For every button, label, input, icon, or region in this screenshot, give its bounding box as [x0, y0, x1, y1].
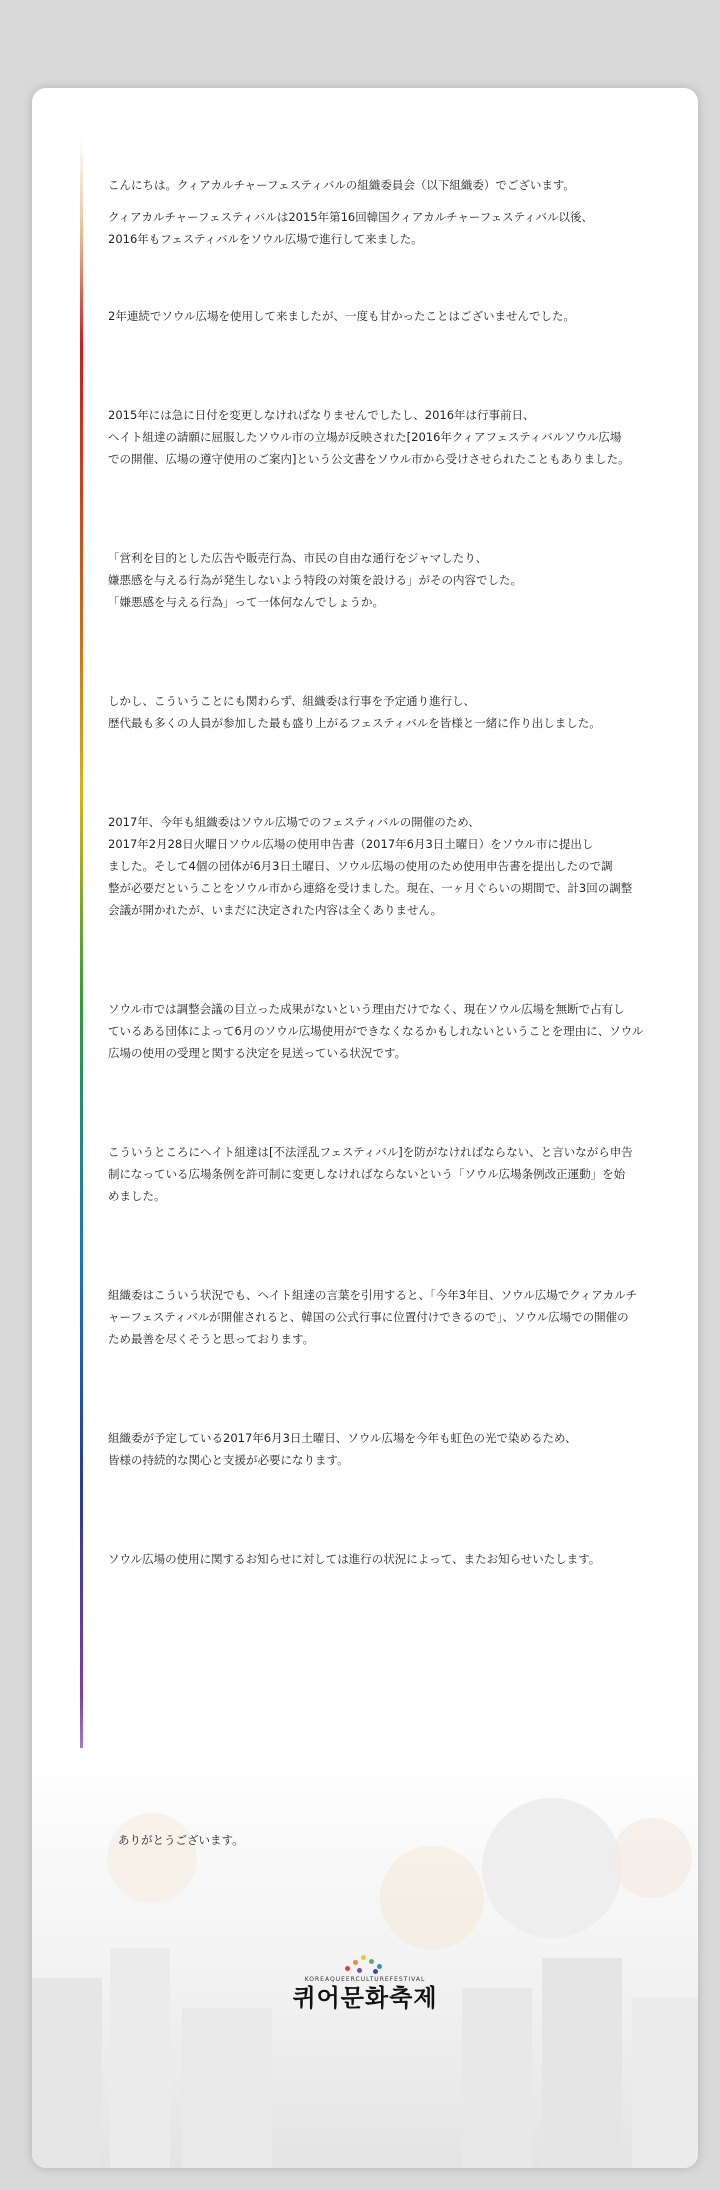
- letter-paragraph: [108, 404, 668, 470]
- paragraph-line: 2017年、今年も組織委はソウル広場でのフェスティバルの開催のため、: [108, 815, 480, 829]
- paragraph-line: 歴代最も多くの人員が参加した最も盛り上がるフェスティバルを皆様と一緒に作り出しました。: [108, 716, 601, 730]
- paragraph-line: 「営利を目的とした広告や販売行為、市民の自由な通行をジャマしたり、: [108, 551, 488, 565]
- paragraph-line: めました。: [108, 1189, 166, 1203]
- paragraph-line: 組織委が予定している2017年6月3日土曜日、ソウル広場を今年も虹色の光で染めるため、: [108, 1431, 577, 1445]
- letter-paragraph: [108, 1141, 668, 1207]
- letter-paragraph: [108, 1548, 668, 1570]
- paragraph-line: ました。そして4個の団体が6月3日土曜日、ソウル広場の使用のため使用申告書を提出したので調: [108, 859, 613, 873]
- paragraph-line: しかし、こういうことにも関わらず、組織委は行事を予定通り進行し、: [108, 694, 476, 708]
- letter-paragraph: [108, 206, 668, 250]
- paragraph-line: ャーフェスティバルが開催されると、韓国の公式行事に位置付けできるので」、ソウル広場での開催の: [108, 1310, 629, 1324]
- paragraph-line: 「嫌悪感を与える行為」って一体何なんでしょうか。: [108, 595, 384, 609]
- paragraph-line: 会議が開かれたが、いまだに決定された内容は全くありません。: [108, 903, 443, 917]
- paragraph-line: 2年連続でソウル広場を使用して来ましたが、一度も甘かったことはございませんでした。: [108, 309, 575, 323]
- logo-subtitle: KOREAQUEERCULTUREFESTIVAL: [304, 1976, 426, 1983]
- paragraph-line: 2016年もフェスティバルをソウル広場で進行して来ました。: [108, 232, 423, 246]
- paragraph-line: 組織委はこういう状況でも、ヘイト組達の言葉を引用すると、「今年3年目、ソウル広場でクィアカルチ: [108, 1288, 638, 1302]
- letter-paragraph: [108, 305, 668, 327]
- letter-paragraph: [108, 1284, 668, 1350]
- paragraph-line: ヘイト組達の請願に屈服したソウル市の立場が反映された[2016年クィアフェスティバルソウル広場: [108, 430, 622, 444]
- paragraph-line: 広場の使用の受理と関する決定を見送っている状況です。: [108, 1046, 407, 1060]
- paragraph-line: 制になっている広場条例を許可制に変更しなければならないという「ソウル広場条例改正運動」を始: [108, 1167, 626, 1181]
- letter-card: [32, 88, 698, 2168]
- paragraph-line: での開催、広場の遵守使用のご案内]という公文書をソウル市から受けさせられたこともありました。: [108, 452, 630, 466]
- paragraph-line: こういうところにヘイト組達は[不法淫乱フェスティバル]を防がなければならない、と言いながら申告: [108, 1145, 633, 1159]
- paragraph-line: こんにちは。クィアカルチャーフェスティバルの組織委員会（以下組織委）でございます。: [108, 178, 575, 192]
- letter-paragraph: [108, 811, 668, 921]
- paragraph-line: クィアカルチャーフェスティバルは2015年第16回韓国クィアカルチャーフェスティバル以後、: [108, 210, 594, 224]
- paragraph-line: 2015年には急に日付を変更しなければなりませんでしたし、2016年は行事前日、: [108, 408, 535, 422]
- paragraph-line: ソウル市では調整会議の目立った成果がないという理由だけでなく、現在ソウル広場を無断で占有し: [108, 1002, 625, 1016]
- logo-dots-icon: [335, 1950, 395, 1974]
- paragraph-line: ているある団体によって6月のソウル広場使用ができなくなるかもしれないということを理由に、ソウル: [108, 1024, 644, 1038]
- rainbow-line: [80, 138, 83, 1868]
- paragraph-line: 2017年2月28日火曜日ソウル広場の使用申告書（2017年6月3日土曜日）をソウル市に提出し: [108, 837, 594, 851]
- paragraph-line: 整が必要だということをソウル市から連絡を受けました。現在、一ヶ月ぐらいの期間で、計3回の調整: [108, 881, 633, 895]
- letter-paragraph: [108, 690, 668, 734]
- logo-title: 퀴어문화축제: [292, 1984, 438, 2012]
- paragraph-line: 皆様の持続的な関心と支援が必要になります。: [108, 1453, 349, 1467]
- letter-paragraph: [108, 1427, 668, 1471]
- letter-paragraph: [108, 174, 668, 196]
- paragraph-line: ソウル広場の使用に関するお知らせに対しては進行の状況によって、またお知らせいたします。: [108, 1552, 601, 1566]
- letter-paragraph: [108, 547, 668, 613]
- closing-text: ありがとうございます。: [118, 1833, 244, 1847]
- paragraph-line: ため最善を尽くそうと思っております。: [108, 1332, 315, 1346]
- paragraph-line: 嫌悪感を与える行為が発生しないよう特段の対策を設ける」がその内容でした。: [108, 573, 522, 587]
- festival-logo: [290, 1950, 440, 2013]
- letter-paragraph: [108, 998, 668, 1064]
- letter-body: [108, 174, 668, 1570]
